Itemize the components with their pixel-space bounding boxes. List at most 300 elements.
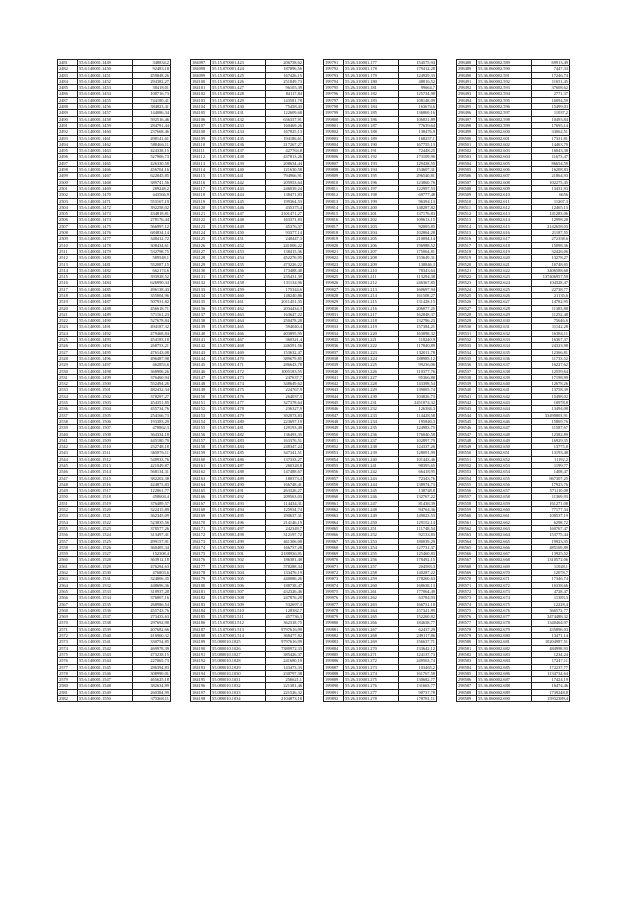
amount-cell: 290637,31 (266, 513, 304, 519)
code-cell: 55.36.060002.690 (477, 695, 532, 701)
code-cell: 55.36.060002.607 (477, 173, 532, 179)
row-id-cell: 184125 (191, 236, 211, 242)
code-cell: 55.6.140001.1465 (78, 160, 133, 166)
amount-cell: 588466,11 (133, 141, 171, 147)
row-id-cell: 199864 (324, 519, 344, 525)
amount-cell: 592516,46 (133, 116, 171, 122)
code-cell: 55.36.060002.662 (477, 519, 532, 525)
row-id-cell: 2531 (58, 374, 78, 380)
amount-cell: 421049,87 (133, 463, 171, 469)
amount-cell: 348649,62 (266, 381, 304, 387)
amount-cell: 256621,1 (266, 677, 304, 683)
amount-cell: 426330,58 (133, 160, 171, 166)
row-id-cell: 298572 (457, 588, 477, 594)
amount-cell: 424338,15 (133, 148, 171, 154)
amount-cell: 121630,58 (266, 167, 304, 173)
row-id-cell: 184120 (191, 204, 211, 210)
code-cell: 55.36.060002.592 (477, 78, 532, 84)
amount-cell: 376460,94 (133, 374, 171, 380)
code-cell: 55.080010.1030 (211, 670, 266, 676)
row-id-cell: 2567 (58, 601, 78, 607)
amount-cell: 264037,3 (266, 393, 304, 399)
row-id-cell: 2500 (58, 179, 78, 185)
row-id-cell: 2568 (58, 607, 78, 613)
amount-cell: 527906,73 (133, 154, 171, 160)
amount-cell: 308990,01 (133, 670, 171, 676)
code-cell: 55.15.070001.424 (211, 66, 266, 72)
amount-cell: 465625,18 (133, 677, 171, 683)
row-id-cell: 184154 (191, 418, 211, 424)
code-cell: 55.26.310001.264 (344, 607, 399, 613)
row-id-cell: 184197 (191, 689, 211, 695)
amount-cell: 99664,7 (399, 85, 437, 91)
code-cell: 55.15.070001.472 (211, 368, 266, 374)
code-cell: 55.15.070001.462 (211, 305, 266, 311)
row-id-cell: 184181 (191, 588, 211, 594)
code-cell: 55.36.060002.630 (477, 318, 532, 324)
amount-cell: 130682,77 (399, 677, 437, 683)
row-id-cell: 199856 (324, 469, 344, 475)
amount-cell: 33062,51 (532, 129, 570, 135)
amount-cell: 154607,31 (399, 167, 437, 173)
code-cell: 55.6.140001.1493 (78, 337, 133, 343)
amount-cell: 137406957,59 (532, 274, 570, 280)
amount-cell: 167755,13 (399, 141, 437, 147)
code-cell: 55.26.310001.185 (344, 110, 399, 116)
amount-cell: 148287,82 (399, 204, 437, 210)
amount-cell: 125934,74 (266, 507, 304, 513)
amount-cell: 254166,73 (133, 412, 171, 418)
row-id-cell: 184149 (191, 387, 211, 393)
code-cell: 55.36.060002.679 (477, 626, 532, 632)
row-id-cell: 2490 (58, 116, 78, 122)
row-id-cell: 199842 (324, 381, 344, 387)
row-id-cell: 184106 (191, 116, 211, 122)
row-id-cell: 199799 (324, 110, 344, 116)
row-id-cell: 199866 (324, 532, 344, 538)
code-cell: 55.26.310001.200 (344, 204, 399, 210)
row-id-cell: 184141 (191, 337, 211, 343)
row-id-cell: 2527 (58, 349, 78, 355)
code-cell: 55.36.060002.641 (477, 387, 532, 393)
amount-cell: 127731,37 (399, 544, 437, 550)
code-cell: 55.36.060002.653 (477, 463, 532, 469)
amount-cell: 427763,8 (266, 148, 304, 154)
amount-cell: 484998,93 (532, 645, 570, 651)
row-id-cell: 2511 (58, 248, 78, 254)
amount-cell: 102275,45 (532, 179, 570, 185)
amount-cell: 118240,9 (399, 337, 437, 343)
code-cell: 55.6.140001.1517 (78, 488, 133, 494)
code-cell: 55.36.060002.649 (477, 437, 532, 443)
code-cell: 55.15.070001.458 (211, 280, 266, 286)
amount-cell: 622845,85 (133, 173, 171, 179)
row-id-cell: 298584 (457, 664, 477, 670)
amount-cell: 12228,4 (532, 601, 570, 607)
amount-cell: 139005,74 (399, 387, 437, 393)
code-cell: 55.36.060002.663 (477, 525, 532, 531)
amount-cell: 278176,44 (133, 217, 171, 223)
row-id-cell: 298570 (457, 576, 477, 582)
code-cell: 55.36.060002.652 (477, 456, 532, 462)
row-id-cell: 298504 (457, 160, 477, 166)
code-cell: 55.36.060002.684 (477, 658, 532, 664)
code-cell: 55.15.070001.460 (211, 292, 266, 298)
code-cell: 55.26.310001.274 (344, 670, 399, 676)
code-cell: 55.15.070001.473 (211, 374, 266, 380)
code-cell: 55.26.310001.236 (344, 431, 399, 437)
amount-cell: 11369,93 (532, 494, 570, 500)
code-cell: 55.15.070001.455 (211, 261, 266, 267)
code-cell: 55.26.310001.258 (344, 570, 399, 576)
row-id-cell: 199862 (324, 507, 344, 513)
code-cell: 55.6.140001.1529 (78, 563, 133, 569)
amount-cell: 136493,35 (266, 431, 304, 437)
amount-cell: 1310572,06 (532, 557, 570, 563)
amount-cell: 476803,6 (133, 570, 171, 576)
code-cell: 55.15.070001.487 (211, 463, 266, 469)
code-cell: 55.080010.1033 (211, 689, 266, 695)
amount-cell: 138476,9 (399, 129, 437, 135)
code-cell: 55.26.310001.204 (344, 230, 399, 236)
code-cell: 55.15.070001.513 (211, 626, 266, 632)
amount-cell: 308434,61 (133, 242, 171, 248)
row-id-cell: 2570 (58, 620, 78, 626)
row-id-cell: 199827 (324, 286, 344, 292)
amount-cell: 296540,81 (399, 173, 437, 179)
code-cell: 55.6.140001.1522 (78, 519, 133, 525)
row-id-cell: 199886 (324, 658, 344, 664)
amount-cell: 122609,68 (266, 110, 304, 116)
row-id-cell: 2522 (58, 318, 78, 324)
row-id-cell: 2578 (58, 670, 78, 676)
row-id-cell: 184167 (191, 500, 211, 506)
amount-cell: 284791,44 (133, 122, 171, 128)
row-id-cell: 184118 (191, 192, 211, 198)
amount-cell: 132796,23 (399, 318, 437, 324)
amount-cell: 161767,58 (399, 670, 437, 676)
row-id-cell: 199858 (324, 481, 344, 487)
table-row (457, 695, 570, 701)
row-id-cell: 184162 (191, 469, 211, 475)
amount-cell: 81438,39 (399, 500, 437, 506)
amount-cell: 138748,8 (399, 488, 437, 494)
row-id-cell: 184123 (191, 223, 211, 229)
amount-cell: 199364,53 (266, 198, 304, 204)
row-id-cell: 184136 (191, 305, 211, 311)
code-cell: 55.36.060002.671 (477, 576, 532, 582)
code-cell: 55.6.140001.1513 (78, 463, 133, 469)
amount-cell: 246039,24 (266, 185, 304, 191)
code-cell: 55.6.140001.1498 (78, 368, 133, 374)
code-cell: 55.26.310001.225 (344, 362, 399, 368)
code-cell: 55.36.060002.590 (477, 66, 532, 72)
row-id-cell: 2563 (58, 576, 78, 582)
row-id-cell: 2539 (58, 425, 78, 431)
amount-cell: 7447,33 (532, 66, 570, 72)
amount-cell: 389741,56 (133, 179, 171, 185)
row-id-cell: 184188 (191, 633, 211, 639)
row-id-cell: 184168 (191, 507, 211, 513)
row-id-cell: 2551 (58, 500, 78, 506)
code-cell: 55.6.140001.1451 (78, 72, 133, 78)
amount-cell: 12382,89 (532, 431, 570, 437)
row-id-cell: 199809 (324, 173, 344, 179)
code-cell: 55.26.310001.206 (344, 242, 399, 248)
code-cell: 55.36.060002.639 (477, 374, 532, 380)
row-id-cell: 298507 (457, 179, 477, 185)
row-id-cell: 298495 (457, 104, 477, 110)
code-cell: 55.6.140001.1512 (78, 456, 133, 462)
amount-cell: 13193,48 (532, 450, 570, 456)
code-cell: 55.6.140001.1507 (78, 425, 133, 431)
code-cell: 55.15.070001.457 (211, 274, 266, 280)
row-id-cell: 199833 (324, 324, 344, 330)
row-id-cell: 184115 (191, 173, 211, 179)
amount-cell: 312197,72 (266, 532, 304, 538)
amount-cell: 19923,35 (532, 538, 570, 544)
row-id-cell: 298565 (457, 544, 477, 550)
code-cell: 55.36.060002.673 (477, 588, 532, 594)
code-cell: 55.36.060002.664 (477, 532, 532, 538)
row-id-cell: 184193 (191, 664, 211, 670)
code-cell: 55.15.070001.501 (211, 551, 266, 557)
code-cell: 55.6.140001.1496 (78, 355, 133, 361)
amount-cell: 160697,94 (399, 286, 437, 292)
code-cell: 55.15.070001.498 (211, 532, 266, 538)
row-id-cell: 184128 (191, 255, 211, 261)
code-cell: 55.15.070001.470 (211, 355, 266, 361)
code-cell: 55.36.060002.603 (477, 148, 532, 154)
code-cell: 55.15.070001.491 (211, 488, 266, 494)
code-cell: 55.36.060002.618 (477, 242, 532, 248)
amount-cell: 662174,6 (133, 267, 171, 273)
code-cell: 55.36.060002.621 (477, 261, 532, 267)
code-cell: 55.26.310001.248 (344, 507, 399, 513)
row-id-cell: 199817 (324, 223, 344, 229)
row-id-cell: 184124 (191, 230, 211, 236)
code-cell: 55.6.140001.1531 (78, 576, 133, 582)
row-id-cell: 184153 (191, 412, 211, 418)
amount-cell: 459848,26 (133, 72, 171, 78)
amount-cell: 1199,77 (532, 463, 570, 469)
row-id-cell: 199865 (324, 525, 344, 531)
code-cell: 55.26.310001.182 (344, 91, 399, 97)
amount-cell: 6656 (532, 192, 570, 198)
code-cell: 55.26.310001.272 (344, 658, 399, 664)
amount-cell: 382634,89 (133, 683, 171, 689)
amount-cell: 154575,94 (399, 60, 437, 66)
code-cell: 55.26.310001.245 (344, 488, 399, 494)
amount-cell: 11037,2 (532, 110, 570, 116)
amount-cell: 11267,3 (532, 198, 570, 204)
amount-cell: 12559,64 (532, 368, 570, 374)
row-id-cell: 184190 (191, 645, 211, 651)
amount-cell: 161508,27 (399, 292, 437, 298)
code-cell: 55.6.140001.1515 (78, 475, 133, 481)
amount-cell: 13278,27 (532, 255, 570, 261)
amount-cell: 14782,95 (532, 299, 570, 305)
code-cell: 55.26.310001.220 (344, 330, 399, 336)
code-cell: 55.26.310001.275 (344, 677, 399, 683)
row-id-cell: 2488 (58, 104, 78, 110)
code-cell: 55.36.060002.678 (477, 620, 532, 626)
code-cell: 55.36.060002.634 (477, 343, 532, 349)
row-id-cell: 298517 (457, 242, 477, 248)
amount-cell: 63784,93 (399, 595, 437, 601)
code-cell: 55.36.060002.645 (477, 412, 532, 418)
code-cell: 55.36.060002.644 (477, 406, 532, 412)
code-cell: 55.26.310001.230 (344, 393, 399, 399)
amount-cell: 11142,28 (532, 324, 570, 330)
row-id-cell: 199824 (324, 267, 344, 273)
code-cell: 55.15.070001.449 (211, 223, 266, 229)
amount-cell: 375268,11 (133, 695, 171, 701)
code-cell: 55.15.070001.509 (211, 601, 266, 607)
code-cell: 55.26.310001.202 (344, 217, 399, 223)
row-id-cell: 199851 (324, 437, 344, 443)
amount-cell: 16338,66 (532, 582, 570, 588)
row-id-cell: 2573 (58, 639, 78, 645)
amount-cell: 16208,83 (532, 167, 570, 173)
code-cell: 55.26.310001.197 (344, 185, 399, 191)
row-id-cell: 184116 (191, 179, 211, 185)
row-id-cell: 298528 (457, 311, 477, 317)
row-id-cell: 298515 (457, 230, 477, 236)
row-id-cell: 199847 (324, 412, 344, 418)
code-cell: 55.26.310001.207 (344, 248, 399, 254)
row-id-cell: 184187 (191, 626, 211, 632)
code-cell: 55.15.070001.475 (211, 387, 266, 393)
row-id-cell: 184147 (191, 374, 211, 380)
amount-cell: 122997,53 (399, 185, 437, 191)
row-id-cell: 2580 (58, 683, 78, 689)
row-id-cell: 298562 (457, 525, 477, 531)
row-id-cell: 199849 (324, 425, 344, 431)
amount-cell: 217267,27 (266, 141, 304, 147)
amount-cell: 330754,85 (133, 639, 171, 645)
code-cell: 55.26.310001.227 (344, 374, 399, 380)
row-id-cell: 2574 (58, 645, 78, 651)
amount-cell: 13431,93 (532, 185, 570, 191)
row-id-cell: 199860 (324, 494, 344, 500)
amount-cell: 393928,52 (133, 274, 171, 280)
row-id-cell: 298512 (457, 211, 477, 217)
row-id-cell: 2506 (58, 217, 78, 223)
amount-cell: 124983,75 (399, 425, 437, 431)
amount-cell: 37608,62 (532, 85, 570, 91)
amount-cell: 12366,81 (532, 349, 570, 355)
amount-cell: 2034434,3 (266, 305, 304, 311)
row-id-cell: 199874 (324, 582, 344, 588)
amount-cell: 166748,41 (266, 481, 304, 487)
code-cell: 55.26.310001.277 (344, 689, 399, 695)
amount-cell: 163674,6 (399, 104, 437, 110)
row-id-cell: 199867 (324, 538, 344, 544)
amount-cell: 21187,55 (532, 230, 570, 236)
row-id-cell: 199802 (324, 129, 344, 135)
code-cell: 55.36.060002.674 (477, 595, 532, 601)
code-cell: 55.26.310001.194 (344, 167, 399, 173)
data-table-2 (190, 59, 304, 702)
amount-cell: 114428,58 (399, 412, 437, 418)
row-id-cell: 2495 (58, 148, 78, 154)
amount-cell: 532697,3 (266, 601, 304, 607)
row-id-cell: 2535 (58, 400, 78, 406)
amount-cell: 131134,96 (266, 280, 304, 286)
amount-cell: 2101471,27 (266, 211, 304, 217)
amount-cell: 15499,03 (532, 104, 570, 110)
amount-cell: 347341,51 (266, 450, 304, 456)
row-id-cell: 2498 (58, 167, 78, 173)
amount-cell: 1134734,64 (532, 670, 570, 676)
amount-cell: 15932389,4 (532, 695, 570, 701)
row-id-cell: 298527 (457, 305, 477, 311)
row-id-cell: 2489 (58, 110, 78, 116)
row-id-cell: 2519 (58, 299, 78, 305)
row-id-cell: 199855 (324, 463, 344, 469)
code-cell: 55.15.070001.446 (211, 204, 266, 210)
code-cell: 55.36.060002.623 (477, 274, 532, 280)
row-id-cell: 199839 (324, 362, 344, 368)
amount-cell: 172237,77 (532, 664, 570, 670)
amount-cell: 1005183,55 (266, 368, 304, 374)
amount-cell: 178492,15 (399, 557, 437, 563)
amount-cell: 92005,85 (399, 223, 437, 229)
amount-cell: 286394,83 (133, 664, 171, 670)
code-cell: 55.26.310001.188 (344, 129, 399, 135)
code-cell: 55.26.310001.271 (344, 651, 399, 657)
code-cell: 55.15.070001.494 (211, 507, 266, 513)
row-id-cell: 199843 (324, 387, 344, 393)
row-id-cell: 2556 (58, 532, 78, 538)
amount-cell: 101443,46 (399, 456, 437, 462)
amount-cell: 636337,91 (266, 116, 304, 122)
code-cell: 55.15.070001.505 (211, 576, 266, 582)
row-id-cell: 199871 (324, 563, 344, 569)
amount-cell: 161271,08 (532, 500, 570, 506)
amount-cell: 327378,64 (266, 400, 304, 406)
amount-cell: 72343,76 (399, 475, 437, 481)
amount-cell: 437813,26 (266, 154, 304, 160)
amount-cell: 129193,49 (266, 425, 304, 431)
code-cell: 55.26.310001.226 (344, 368, 399, 374)
row-id-cell: 2515 (58, 274, 78, 280)
row-id-cell: 298536 (457, 362, 477, 368)
row-id-cell: 199892 (324, 695, 344, 701)
row-id-cell: 199854 (324, 456, 344, 462)
amount-cell: 166731,18 (399, 601, 437, 607)
code-cell: 55.6.140001.1487 (78, 299, 133, 305)
row-id-cell: 199812 (324, 192, 344, 198)
row-id-cell: 184198 (191, 695, 211, 701)
code-cell: 55.36.060002.686 (477, 670, 532, 676)
amount-cell: 355004,96 (133, 292, 171, 298)
code-cell: 55.36.060002.646 (477, 418, 532, 424)
code-cell: 55.15.070001.453 (211, 248, 266, 254)
amount-cell: 473226,22 (266, 261, 304, 267)
amount-cell: 571161,23 (133, 311, 171, 317)
amount-cell: 122861,77 (133, 488, 171, 494)
code-cell: 55.6.140001.1460 (78, 129, 133, 135)
amount-cell: 469978,39 (133, 645, 171, 651)
amount-cell: 147488,67 (266, 469, 304, 475)
row-id-cell: 184186 (191, 620, 211, 626)
row-id-cell: 298567 (457, 557, 477, 563)
amount-cell: 104826,73 (399, 393, 437, 399)
amount-cell: 13925,52 (532, 551, 570, 557)
code-cell: 55.26.310001.212 (344, 280, 399, 286)
